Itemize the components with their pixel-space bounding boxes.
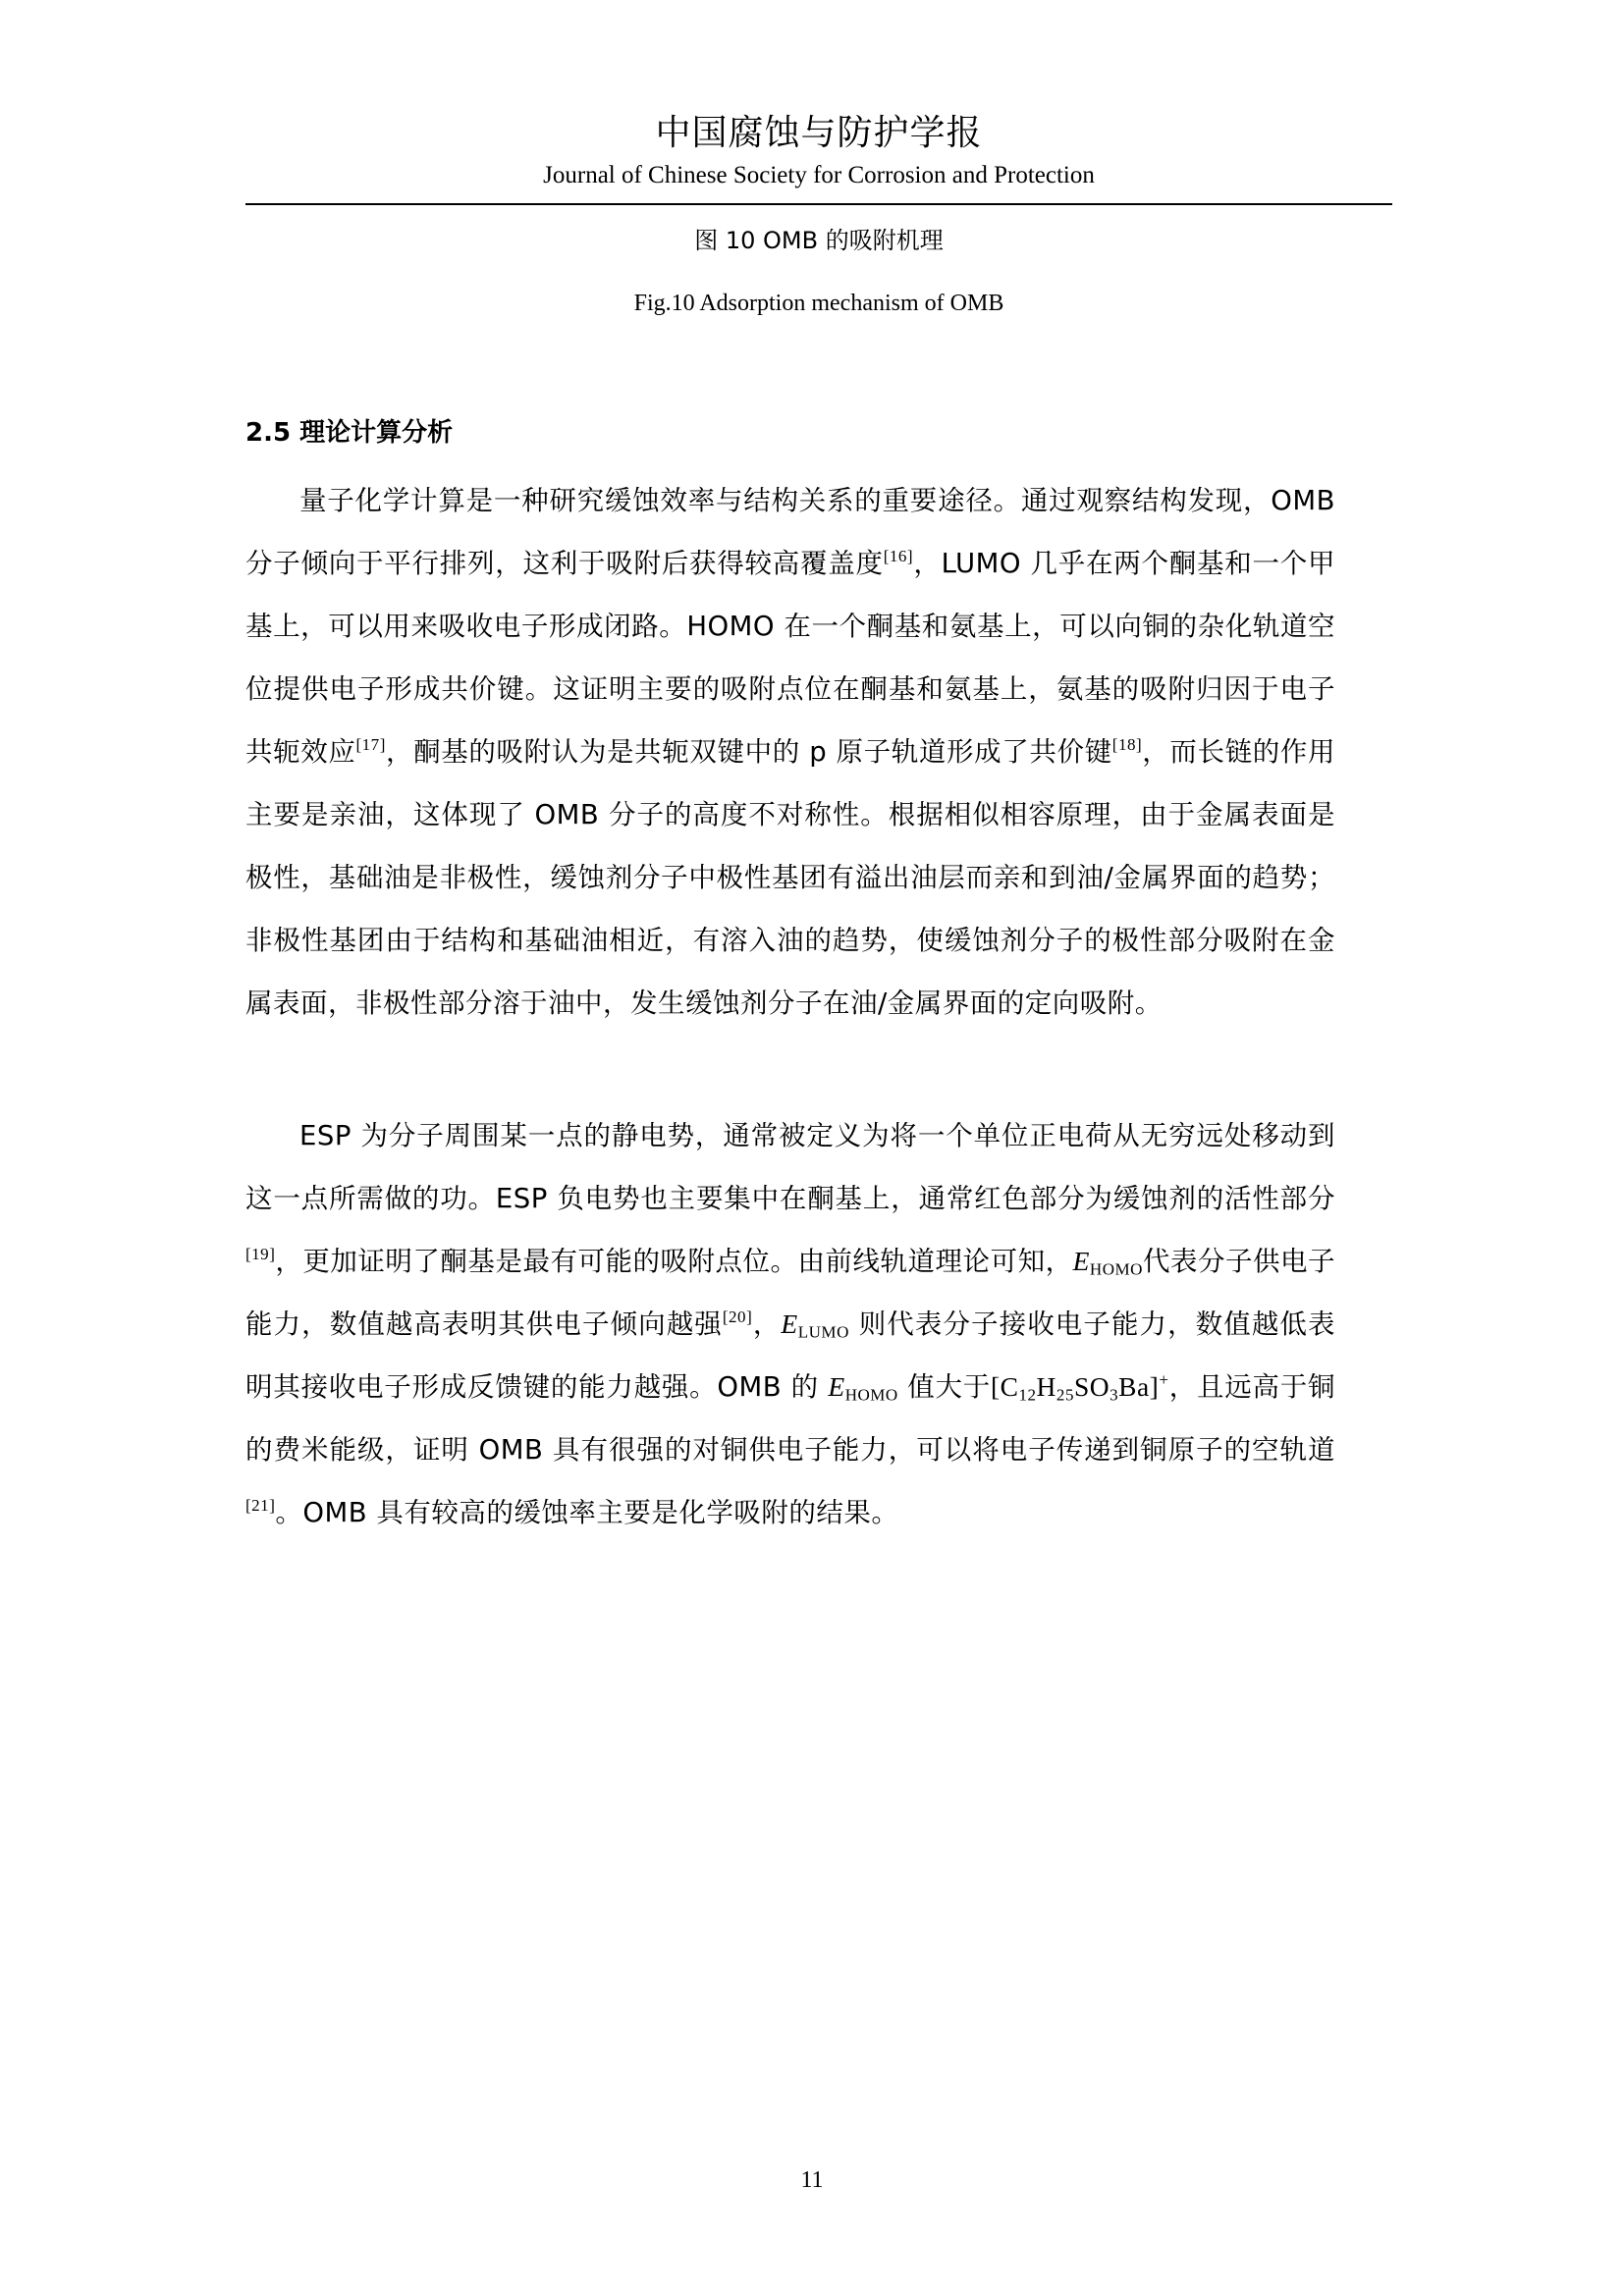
formula-part: SO: [1073, 1371, 1110, 1402]
formula-part: [C: [991, 1371, 1019, 1402]
text-run: 量子化学计算是一种研究缓蚀效率与结构关系的重要途径。通过观察结构发现，OMB 分子倾向于平行排列，这利于吸附后获得较高覆盖度: [245, 485, 1335, 579]
header-divider: [245, 203, 1392, 205]
chemical-formula: [991, 1369, 1169, 1405]
text-run: 代表分子供电子能力，数值越高表明其供电子倾向越强: [245, 1246, 1336, 1340]
text-run: ，而长链的作用主要是亲油，这体现了 OMB 分子的高度不对称性。根据相似相容原理，由于金属表面是极性，基础油是非极性，缓蚀剂分子中极性基团有溢出油层而亲和到油/金属界面的趋势；非极性基团由于结构和基础油相近，有溶入油的趋势，使缓蚀剂分子的极性部分吸附在金属表面，非极性部分溶于油中，发生缓蚀剂分子在油/金属界面的定向吸附。: [245, 736, 1336, 1019]
text-run: 则代表分子接收电子能力，数值越低表明其接收电子形成反馈键的能力越强。OMB 的: [245, 1308, 1336, 1403]
journal-title-cn: 中国腐蚀与防护学报: [655, 113, 983, 153]
text-run: 。OMB 具有较高的缓蚀率主要是化学吸附的结果。: [275, 1497, 899, 1528]
text-run: ESP 为分子周围某一点的静电势，通常被定义为将一个单位正电荷从无穷远处移动到这一点所需做的功。ESP 负电势也主要集中在酮基上，通常红色部分为缓蚀剂的活性部分: [245, 1120, 1335, 1214]
text-run: ，且远高于铜的费米能级，证明 OMB 具有很强的对铜供电子能力，可以将电子传递到铜原子的空轨道: [245, 1371, 1335, 1466]
citation-19: [19]: [245, 1244, 276, 1263]
text-run: ，酮基的吸附认为是共轭双键中的 p 原子轨道形成了共价键: [385, 736, 1112, 768]
lumo-subscript: LUMO: [797, 1322, 849, 1342]
e-lumo-symbol: E: [781, 1308, 798, 1339]
formula-subscript: 3: [1110, 1385, 1119, 1405]
paragraph-quantum-chemistry: [245, 469, 1335, 1035]
journal-title-en: Journal of Chinese Society for Corrosion and Protection: [543, 162, 1095, 188]
journal-header: [245, 110, 1392, 192]
citation-20: [20]: [722, 1307, 753, 1326]
page-number: 11: [800, 2167, 824, 2193]
citation-16: [16]: [883, 546, 914, 565]
figure-caption-en: Fig.10 Adsorption mechanism of OMB: [633, 291, 1004, 316]
text-run: 值大于: [897, 1371, 992, 1403]
paragraph-esp: [245, 1104, 1335, 1544]
text-run: ，更加证明了酮基是最有可能的吸附点位。由前线轨道理论可知，: [275, 1246, 1073, 1277]
citation-17: [17]: [355, 734, 386, 754]
formula-part: Ba]: [1118, 1371, 1160, 1402]
citation-18: [18]: [1111, 734, 1143, 754]
section-heading: 2.5 理论计算分析: [245, 418, 454, 448]
e-homo-symbol: E: [828, 1371, 845, 1402]
e-homo-symbol: E: [1072, 1246, 1090, 1276]
figure-caption-cn: 图 10 OMB 的吸附机理: [694, 227, 944, 254]
homo-subscript: HOMO: [844, 1385, 898, 1405]
text-run: ，: [752, 1308, 782, 1340]
text-run: ，LUMO 几乎在两个酮基和一个甲基上，可以用来吸收电子形成闭路。HOMO 在一个酮基和氨基上，可以向铜的杂化轨道空位提供电子形成共价键。这证明主要的吸附点位在酮基和氨基上，氨基的吸附归因于电子共轭效应: [245, 548, 1335, 768]
homo-subscript: HOMO: [1089, 1259, 1143, 1279]
formula-charge: +: [1159, 1369, 1169, 1389]
formula-subscript: 25: [1056, 1385, 1074, 1405]
formula-subscript: 12: [1018, 1385, 1037, 1405]
citation-21: [21]: [245, 1495, 276, 1515]
formula-part: H: [1036, 1371, 1056, 1402]
